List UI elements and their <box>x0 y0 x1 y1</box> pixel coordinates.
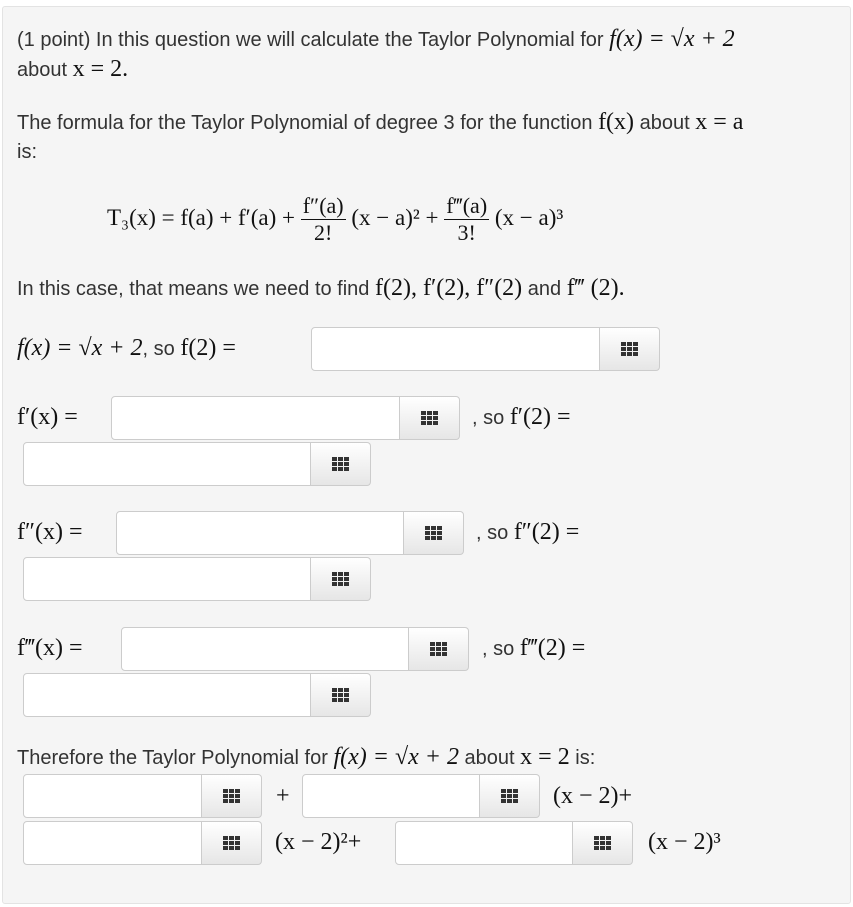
grid-icon <box>332 688 349 702</box>
therefore-func: f(x) = √x + 2 <box>333 744 459 770</box>
grid-icon <box>332 572 349 586</box>
therefore-is: is: <box>575 747 596 769</box>
poly-coef-1-equation-editor-button[interactable] <box>480 774 540 818</box>
f0-lhs: f(x) = √x + 2 <box>17 335 143 361</box>
f2-so: , so <box>476 522 509 544</box>
fdouble-2-input[interactable] <box>23 557 311 601</box>
need-text: In this case, that means we need to find <box>17 278 370 300</box>
formula-lhs: T₃(x) = f(a) + f′(a) + <box>107 205 301 230</box>
fprime-x-equation-editor-button[interactable] <box>400 396 460 440</box>
fraction-second <box>301 193 346 246</box>
formula-intro-fx: f(x) <box>598 109 635 135</box>
poly-term-3: (x − 2)³ <box>648 829 721 855</box>
f0-rhs: f(2) = <box>180 335 236 361</box>
f1-so-line <box>472 405 571 430</box>
need-line <box>17 276 625 301</box>
grid-icon <box>430 642 447 656</box>
poly-term-2: (x − 2)²+ <box>275 829 362 855</box>
formula-term2: (x − a)² + <box>351 205 445 230</box>
grid-icon <box>501 789 518 803</box>
grid-icon <box>421 411 438 425</box>
fprime-x-input[interactable] <box>111 396 400 440</box>
intro-function: f(x) = √x + 2 <box>609 26 735 52</box>
f1-so: , so <box>472 407 505 429</box>
therefore-text: Therefore the Taylor Polynomial for <box>17 747 328 769</box>
poly-coef-3-equation-editor-button[interactable] <box>573 821 633 865</box>
fprime-2-equation-editor-button[interactable] <box>311 442 371 486</box>
poly-coef-2-equation-editor-button[interactable] <box>202 821 262 865</box>
need-last: f‴ (2). <box>566 275 625 301</box>
frac3-num: f‴(a) <box>446 193 488 219</box>
f0-so: , so <box>142 338 175 360</box>
f3-rhs: f‴(2) = <box>519 635 586 661</box>
poly-coef-3-input[interactable] <box>395 821 573 865</box>
therefore-line <box>17 745 595 770</box>
intro-line <box>17 27 735 52</box>
f2-value-input[interactable] <box>311 327 600 371</box>
therefore-xval: x = 2 <box>520 744 570 770</box>
f0-label <box>17 336 236 361</box>
need-items: f(2), f′(2), f″(2) <box>375 275 523 301</box>
fdouble-2-equation-editor-button[interactable] <box>311 557 371 601</box>
poly-coef-0-input[interactable] <box>23 774 202 818</box>
formula-term3: (x − a)³ <box>494 205 564 230</box>
formula-intro-text: The formula for the Taylor Polynomial of degree 3 for the function <box>17 112 593 134</box>
formula-intro-xa: x = a <box>695 109 744 135</box>
grid-icon <box>425 526 442 540</box>
poly-term-1: (x − 2)+ <box>553 783 633 809</box>
therefore-about: about <box>464 747 515 769</box>
formula-intro-is: is: <box>17 141 37 163</box>
grid-icon <box>621 342 638 356</box>
about-label: about <box>17 59 68 81</box>
grid-icon <box>332 457 349 471</box>
fraction-third <box>444 193 489 246</box>
f2-value-equation-editor-button[interactable] <box>600 327 660 371</box>
f3-so-line <box>482 636 585 661</box>
fdouble-x-input[interactable] <box>116 511 404 555</box>
ftriple-x-equation-editor-button[interactable] <box>409 627 469 671</box>
poly-coef-0-equation-editor-button[interactable] <box>202 774 262 818</box>
f1-lhs: f′(x) = <box>17 404 78 430</box>
f2-rhs: f″(2) = <box>513 519 580 545</box>
intro-text: (1 point) In this question we will calculate the Taylor Polynomial for <box>17 29 604 51</box>
ftriple-x-input[interactable] <box>121 627 409 671</box>
f2-so-line <box>476 520 579 545</box>
fdouble-x-equation-editor-button[interactable] <box>404 511 464 555</box>
intro-about <box>17 57 128 82</box>
f2-lhs: f″(x) = <box>17 519 83 545</box>
poly-plus: + <box>276 783 290 809</box>
f3-so: , so <box>482 638 515 660</box>
frac3-den: 3! <box>457 220 476 246</box>
frac2-num: f″(a) <box>302 193 344 219</box>
formula-intro-about: about <box>639 112 690 134</box>
grid-icon <box>223 836 240 850</box>
ftriple-2-input[interactable] <box>23 673 311 717</box>
ftriple-2-equation-editor-button[interactable] <box>311 673 371 717</box>
taylor-formula <box>107 190 563 246</box>
poly-coef-2-input[interactable] <box>23 821 202 865</box>
need-and: and <box>527 278 562 300</box>
f1-rhs: f′(2) = <box>509 404 571 430</box>
fprime-2-input[interactable] <box>23 442 311 486</box>
grid-icon <box>594 836 611 850</box>
poly-coef-1-input[interactable] <box>302 774 480 818</box>
grid-icon <box>223 789 240 803</box>
frac2-den: 2! <box>313 220 333 246</box>
about-value: x = 2. <box>72 56 129 82</box>
f3-lhs: f‴(x) = <box>17 635 83 661</box>
formula-intro <box>17 110 743 135</box>
